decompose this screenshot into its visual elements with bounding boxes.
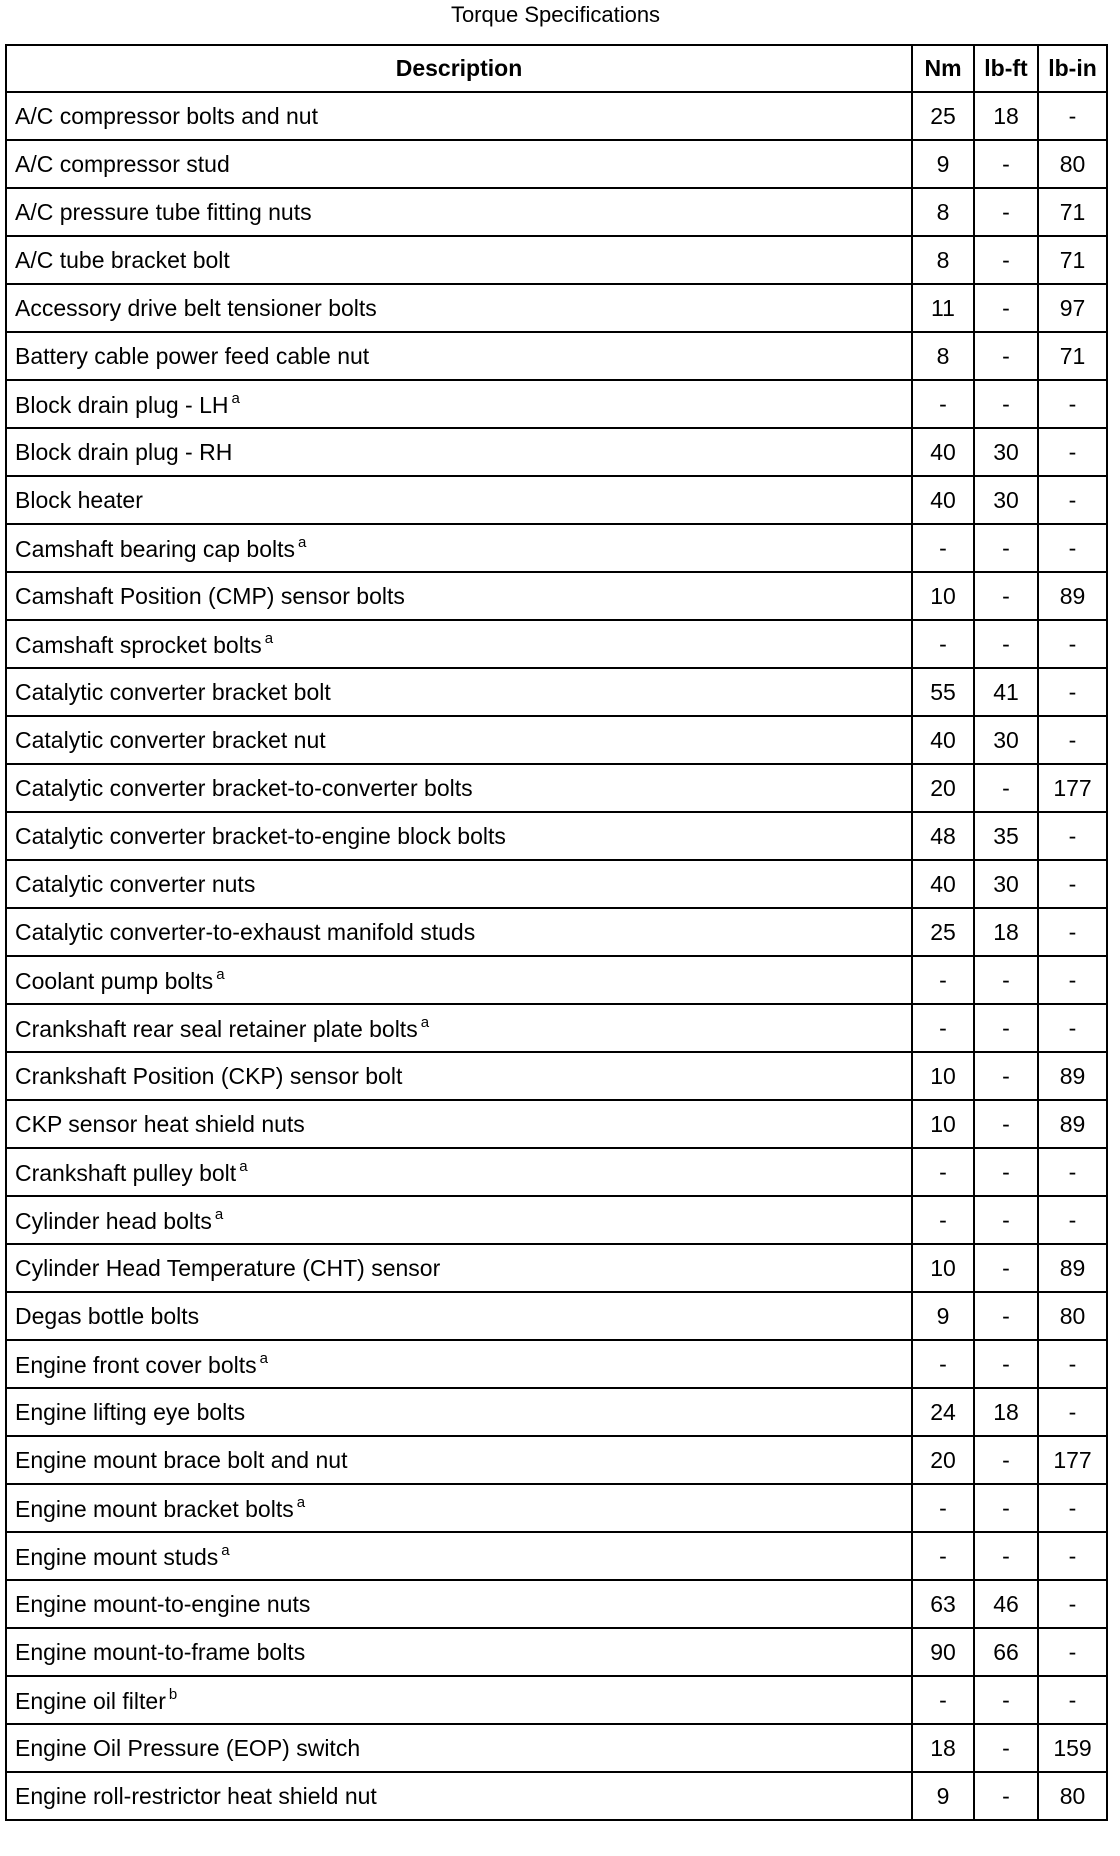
row-description-cell <box>6 620 912 668</box>
footnote-marker: a <box>221 1541 230 1559</box>
row-lbin-value: 71 <box>1038 188 1107 236</box>
row-lbft-value: - <box>974 1244 1038 1292</box>
table-row <box>6 332 1107 380</box>
row-lbft-value: 30 <box>974 860 1038 908</box>
row-lbin-value: 89 <box>1038 1052 1107 1100</box>
row-lbft-value: - <box>974 956 1038 1004</box>
row-lbft-value: 18 <box>974 1388 1038 1436</box>
row-description-cell <box>6 1436 912 1484</box>
row-nm-value: - <box>912 1340 974 1388</box>
row-lbin-value: - <box>1038 1532 1107 1580</box>
row-nm-value: 10 <box>912 572 974 620</box>
row-lbft-value: - <box>974 1292 1038 1340</box>
row-lbin-value: - <box>1038 716 1107 764</box>
row-nm-value: 9 <box>912 1772 974 1820</box>
table-row <box>6 1580 1107 1628</box>
row-lbin-value: - <box>1038 1340 1107 1388</box>
row-lbft-value: - <box>974 1148 1038 1196</box>
row-nm-value: 20 <box>912 764 974 812</box>
row-nm-value: - <box>912 1196 974 1244</box>
row-description: Engine mount-to-engine nuts <box>15 1590 311 1617</box>
row-nm-value: - <box>912 380 974 428</box>
row-description: Cylinder Head Temperature (CHT) sensor <box>15 1254 441 1281</box>
row-description-cell <box>6 1052 912 1100</box>
row-lbft-value: - <box>974 1004 1038 1052</box>
row-lbft-value: - <box>974 1052 1038 1100</box>
row-lbin-value: 71 <box>1038 236 1107 284</box>
table-row <box>6 380 1107 428</box>
row-description-cell <box>6 1244 912 1292</box>
row-nm-value: 25 <box>912 908 974 956</box>
row-description-cell <box>6 1100 912 1148</box>
table-row <box>6 188 1107 236</box>
row-description-cell <box>6 1580 912 1628</box>
row-description-cell <box>6 1196 912 1244</box>
row-lbft-value: 66 <box>974 1628 1038 1676</box>
torque-spec-table <box>5 44 1108 1821</box>
row-nm-value: 9 <box>912 1292 974 1340</box>
row-lbin-value: - <box>1038 380 1107 428</box>
row-nm-value: 10 <box>912 1052 974 1100</box>
table-row <box>6 716 1107 764</box>
row-lbin-value: - <box>1038 1388 1107 1436</box>
row-description: Block drain plug - LH <box>15 391 229 418</box>
row-lbft-value: - <box>974 140 1038 188</box>
table-row <box>6 236 1107 284</box>
table-row <box>6 956 1107 1004</box>
row-description-cell <box>6 92 912 140</box>
row-lbft-value: - <box>974 1340 1038 1388</box>
row-lbft-value: - <box>974 380 1038 428</box>
row-description-cell <box>6 716 912 764</box>
table-row <box>6 476 1107 524</box>
row-lbft-value: - <box>974 1196 1038 1244</box>
row-description: Engine Oil Pressure (EOP) switch <box>15 1734 361 1761</box>
footnote-marker: a <box>420 1013 430 1031</box>
row-description-cell <box>6 956 912 1004</box>
row-nm-value: 40 <box>912 716 974 764</box>
row-description-cell <box>6 236 912 284</box>
row-description: Crankshaft Position (CKP) sensor bolt <box>15 1062 403 1089</box>
row-description: Cylinder head bolts <box>15 1207 212 1234</box>
row-lbft-value: - <box>974 524 1038 572</box>
row-lbin-value: 89 <box>1038 1100 1107 1148</box>
row-lbin-value: - <box>1038 1676 1107 1724</box>
table-row <box>6 764 1107 812</box>
row-lbft-value: 30 <box>974 476 1038 524</box>
row-description: Catalytic converter bracket-to-converter bolts <box>15 774 473 801</box>
row-lbft-value: - <box>974 236 1038 284</box>
row-lbin-value: - <box>1038 908 1107 956</box>
row-description: CKP sensor heat shield nuts <box>15 1110 305 1137</box>
row-description: Engine mount-to-frame bolts <box>15 1638 306 1665</box>
table-row <box>6 524 1107 572</box>
table-row <box>6 92 1107 140</box>
row-lbin-value: - <box>1038 860 1107 908</box>
row-description-cell <box>6 140 912 188</box>
row-description: Catalytic converter bracket bolt <box>15 678 331 705</box>
row-nm-value: - <box>912 1676 974 1724</box>
row-nm-value: 18 <box>912 1724 974 1772</box>
row-lbft-value: - <box>974 764 1038 812</box>
row-lbin-value: 80 <box>1038 140 1107 188</box>
row-lbin-value: - <box>1038 524 1107 572</box>
row-lbft-value: - <box>974 1676 1038 1724</box>
row-nm-value: - <box>912 1148 974 1196</box>
header-lbin: lb-in <box>1038 45 1107 92</box>
table-row <box>6 1004 1107 1052</box>
row-lbft-value: 30 <box>974 428 1038 476</box>
row-nm-value: 25 <box>912 92 974 140</box>
table-row <box>6 860 1107 908</box>
row-lbin-value: 159 <box>1038 1724 1107 1772</box>
row-lbin-value: - <box>1038 92 1107 140</box>
row-description: Engine mount studs <box>15 1543 219 1570</box>
row-lbft-value: 18 <box>974 908 1038 956</box>
row-lbin-value: - <box>1038 1580 1107 1628</box>
row-lbft-value: - <box>974 332 1038 380</box>
row-lbin-value: 89 <box>1038 572 1107 620</box>
table-row <box>6 1196 1107 1244</box>
row-description: A/C compressor bolts and nut <box>15 102 318 129</box>
table-row <box>6 620 1107 668</box>
row-description: Crankshaft pulley bolt <box>15 1159 237 1186</box>
row-nm-value: - <box>912 1532 974 1580</box>
row-description: Catalytic converter-to-exhaust manifold studs <box>15 918 476 945</box>
row-description-cell <box>6 524 912 572</box>
row-lbin-value: - <box>1038 956 1107 1004</box>
row-nm-value: 8 <box>912 236 974 284</box>
row-description: A/C compressor stud <box>15 150 230 177</box>
table-header-row <box>6 45 1107 92</box>
row-nm-value: 48 <box>912 812 974 860</box>
row-lbft-value: - <box>974 1436 1038 1484</box>
row-lbft-value: - <box>974 1724 1038 1772</box>
row-description-cell <box>6 1628 912 1676</box>
table-row <box>6 1676 1107 1724</box>
row-lbin-value: - <box>1038 1004 1107 1052</box>
row-lbft-value: 30 <box>974 716 1038 764</box>
row-lbft-value: - <box>974 572 1038 620</box>
row-lbin-value: - <box>1038 1484 1107 1532</box>
row-description-cell <box>6 668 912 716</box>
row-lbin-value: - <box>1038 428 1107 476</box>
row-description: Engine oil filter <box>15 1687 166 1714</box>
footnote-marker: a <box>239 1157 248 1175</box>
row-description: Degas bottle bolts <box>15 1302 200 1329</box>
footnote-marker: a <box>231 389 240 407</box>
row-description: A/C tube bracket bolt <box>15 246 230 273</box>
row-lbft-value: 35 <box>974 812 1038 860</box>
row-description: Crankshaft rear seal retainer plate bolts <box>15 1015 418 1042</box>
row-description-cell <box>6 1724 912 1772</box>
row-lbin-value: - <box>1038 1148 1107 1196</box>
row-description: Engine mount brace bolt and nut <box>15 1446 348 1473</box>
footnote-marker: a <box>214 1205 224 1223</box>
document-title: Torque Specifications <box>450 2 661 27</box>
row-description: A/C pressure tube fitting nuts <box>15 198 312 225</box>
table-row <box>6 1532 1107 1580</box>
table-row <box>6 1052 1107 1100</box>
row-description-cell <box>6 332 912 380</box>
table-row <box>6 1724 1107 1772</box>
table-row <box>6 428 1107 476</box>
row-description-cell <box>6 1676 912 1724</box>
row-nm-value: 40 <box>912 476 974 524</box>
table-row <box>6 908 1107 956</box>
row-description: Battery cable power feed cable nut <box>15 342 370 369</box>
row-description-cell <box>6 1388 912 1436</box>
row-nm-value: 90 <box>912 1628 974 1676</box>
table-row <box>6 668 1107 716</box>
row-description-cell <box>6 572 912 620</box>
row-lbft-value: 41 <box>974 668 1038 716</box>
row-description-cell <box>6 812 912 860</box>
row-nm-value: - <box>912 1004 974 1052</box>
row-nm-value: 10 <box>912 1244 974 1292</box>
row-description-cell <box>6 860 912 908</box>
row-description-cell <box>6 1004 912 1052</box>
row-nm-value: 24 <box>912 1388 974 1436</box>
table-row <box>6 812 1107 860</box>
row-lbft-value: - <box>974 188 1038 236</box>
row-nm-value: - <box>912 524 974 572</box>
row-description: Engine lifting eye bolts <box>15 1398 246 1425</box>
row-nm-value: - <box>912 1484 974 1532</box>
row-description: Engine roll-restrictor heat shield nut <box>15 1782 377 1809</box>
footnote-marker: a <box>216 965 225 983</box>
row-description-cell <box>6 1340 912 1388</box>
row-description: Catalytic converter bracket-to-engine block bolts <box>15 822 506 849</box>
row-description-cell <box>6 764 912 812</box>
row-lbin-value: 177 <box>1038 764 1107 812</box>
row-lbin-value: - <box>1038 668 1107 716</box>
row-nm-value: - <box>912 956 974 1004</box>
table-row <box>6 1484 1107 1532</box>
row-lbin-value: - <box>1038 620 1107 668</box>
row-description: Camshaft Position (CMP) sensor bolts <box>15 582 405 609</box>
row-description-cell <box>6 1532 912 1580</box>
table-row <box>6 284 1107 332</box>
table-row <box>6 140 1107 188</box>
row-nm-value: 40 <box>912 428 974 476</box>
row-description-cell <box>6 428 912 476</box>
row-description: Block heater <box>15 486 143 513</box>
footnote-marker: a <box>259 1349 268 1367</box>
row-description: Engine mount bracket bolts <box>15 1495 294 1522</box>
row-lbft-value: 18 <box>974 92 1038 140</box>
footnote-marker: b <box>168 1685 178 1703</box>
row-nm-value: 9 <box>912 140 974 188</box>
row-description: Camshaft sprocket bolts <box>15 631 262 658</box>
row-nm-value: - <box>912 620 974 668</box>
table-row <box>6 1100 1107 1148</box>
row-nm-value: 63 <box>912 1580 974 1628</box>
row-lbin-value: - <box>1038 812 1107 860</box>
row-lbft-value: - <box>974 1772 1038 1820</box>
row-lbin-value: - <box>1038 1628 1107 1676</box>
row-nm-value: 8 <box>912 188 974 236</box>
row-lbft-value: - <box>974 1484 1038 1532</box>
header-nm: Nm <box>912 45 974 92</box>
row-lbin-value: 97 <box>1038 284 1107 332</box>
header-lbft: lb-ft <box>974 45 1038 92</box>
table-row <box>6 1340 1107 1388</box>
row-description-cell <box>6 1148 912 1196</box>
row-description-cell <box>6 380 912 428</box>
table-row <box>6 1244 1107 1292</box>
table-row <box>6 1772 1107 1820</box>
table-row <box>6 1148 1107 1196</box>
row-description: Engine front cover bolts <box>15 1351 257 1378</box>
row-lbin-value: - <box>1038 1196 1107 1244</box>
table-row <box>6 1388 1107 1436</box>
row-description: Catalytic converter nuts <box>15 870 256 897</box>
row-lbin-value: 80 <box>1038 1772 1107 1820</box>
footnote-marker: a <box>298 533 307 551</box>
row-nm-value: 20 <box>912 1436 974 1484</box>
row-lbft-value: 46 <box>974 1580 1038 1628</box>
row-description: Block drain plug - RH <box>15 438 233 465</box>
row-nm-value: 11 <box>912 284 974 332</box>
table-row <box>6 1628 1107 1676</box>
row-description: Accessory drive belt tensioner bolts <box>15 294 377 321</box>
footnote-marker: a <box>296 1493 306 1511</box>
header-description: Description <box>6 45 912 92</box>
row-lbft-value: - <box>974 1532 1038 1580</box>
row-description-cell <box>6 1484 912 1532</box>
row-description-cell <box>6 1772 912 1820</box>
row-description-cell <box>6 188 912 236</box>
row-description-cell <box>6 284 912 332</box>
row-lbin-value: 80 <box>1038 1292 1107 1340</box>
row-description: Catalytic converter bracket nut <box>15 726 326 753</box>
table-row <box>6 572 1107 620</box>
footnote-marker: a <box>264 629 274 647</box>
row-description-cell <box>6 1292 912 1340</box>
row-lbin-value: 177 <box>1038 1436 1107 1484</box>
table-row <box>6 1436 1107 1484</box>
row-nm-value: 55 <box>912 668 974 716</box>
row-lbin-value: 89 <box>1038 1244 1107 1292</box>
row-description-cell <box>6 476 912 524</box>
row-description: Camshaft bearing cap bolts <box>15 535 295 562</box>
row-lbin-value: - <box>1038 476 1107 524</box>
row-description-cell <box>6 908 912 956</box>
row-nm-value: 10 <box>912 1100 974 1148</box>
row-lbin-value: 71 <box>1038 332 1107 380</box>
table-row <box>6 1292 1107 1340</box>
row-lbft-value: - <box>974 1100 1038 1148</box>
row-nm-value: 40 <box>912 860 974 908</box>
row-nm-value: 8 <box>912 332 974 380</box>
table-body <box>6 92 1107 1820</box>
row-lbft-value: - <box>974 284 1038 332</box>
row-lbft-value: - <box>974 620 1038 668</box>
row-description: Coolant pump bolts <box>15 967 214 994</box>
